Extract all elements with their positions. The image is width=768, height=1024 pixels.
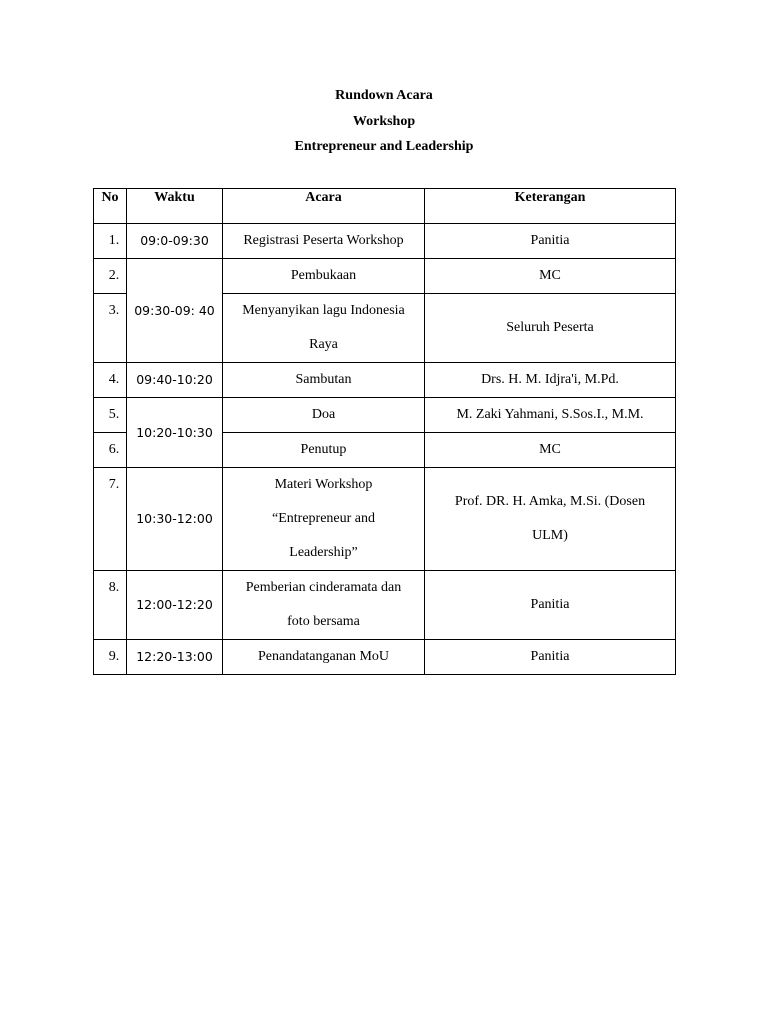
row-note: Drs. H. M. Idjra'i, M.Pd. bbox=[425, 363, 676, 398]
document-title-block bbox=[0, 86, 768, 163]
row-event bbox=[223, 468, 425, 571]
row-event-line: Menyanyikan lagu Indonesia bbox=[242, 303, 405, 318]
row-number: 8. bbox=[94, 571, 127, 640]
row-number: 3. bbox=[94, 294, 127, 363]
row-time: 10:20-10:30 bbox=[127, 398, 223, 468]
row-time: 09:30-09: 40 bbox=[127, 259, 223, 363]
row-number: 9. bbox=[94, 640, 127, 675]
row-number: 7. bbox=[94, 468, 127, 571]
row-event: Sambutan bbox=[223, 363, 425, 398]
row-number: 4. bbox=[94, 363, 127, 398]
document-title: Rundown Acara bbox=[335, 88, 433, 103]
row-number: 1. bbox=[94, 224, 127, 259]
row-event: Pembukaan bbox=[223, 259, 425, 294]
row-time: 12:20-13:00 bbox=[127, 640, 223, 675]
row-note-line: ULM) bbox=[532, 528, 568, 543]
row-event-line: “Entrepreneur and bbox=[272, 511, 375, 526]
document-subtitle-topic: Entrepreneur and Leadership bbox=[294, 139, 474, 154]
row-note: Panitia bbox=[425, 224, 676, 259]
table-row bbox=[94, 259, 676, 294]
row-time: 09:40-10:20 bbox=[127, 363, 223, 398]
row-event-line: foto bersama bbox=[287, 614, 360, 629]
row-number: 5. bbox=[94, 398, 127, 433]
row-event bbox=[223, 294, 425, 363]
header-time: Waktu bbox=[127, 189, 223, 224]
row-event-line: Materi Workshop bbox=[274, 477, 373, 492]
row-number: 6. bbox=[94, 433, 127, 468]
table-row bbox=[94, 468, 676, 571]
row-event: Penutup bbox=[223, 433, 425, 468]
row-event bbox=[223, 571, 425, 640]
header-note: Keterangan bbox=[425, 189, 676, 224]
row-event-line: Raya bbox=[309, 337, 338, 352]
row-note: Panitia bbox=[425, 640, 676, 675]
row-note: M. Zaki Yahmani, S.Sos.I., M.M. bbox=[425, 398, 676, 433]
document-subtitle: Workshop bbox=[352, 113, 416, 129]
header-event: Acara bbox=[223, 189, 425, 224]
row-note: MC bbox=[425, 433, 676, 468]
table-row bbox=[94, 640, 676, 675]
table-row bbox=[94, 363, 676, 398]
row-note-line: Prof. DR. H. Amka, M.Si. (Dosen bbox=[454, 494, 646, 509]
row-time: 12:00-12:20 bbox=[127, 571, 223, 640]
table-row bbox=[94, 571, 676, 640]
table-row bbox=[94, 224, 676, 259]
row-note: Panitia bbox=[425, 571, 676, 640]
table-header-row bbox=[94, 189, 676, 224]
table-row bbox=[94, 398, 676, 433]
row-event-line: Leadership” bbox=[289, 545, 358, 560]
row-note: MC bbox=[425, 259, 676, 294]
row-time: 10:30-12:00 bbox=[127, 468, 223, 571]
rundown-table bbox=[93, 188, 676, 675]
row-note: Seluruh Peserta bbox=[425, 294, 676, 363]
row-event: Registrasi Peserta Workshop bbox=[223, 224, 425, 259]
row-number: 2. bbox=[94, 259, 127, 294]
row-event: Doa bbox=[223, 398, 425, 433]
row-event-line: Pemberian cinderamata dan bbox=[245, 580, 402, 595]
row-note bbox=[425, 468, 676, 571]
header-no: No bbox=[94, 189, 127, 224]
row-time: 09:0-09:30 bbox=[127, 224, 223, 259]
row-event: Penandatanganan MoU bbox=[223, 640, 425, 675]
